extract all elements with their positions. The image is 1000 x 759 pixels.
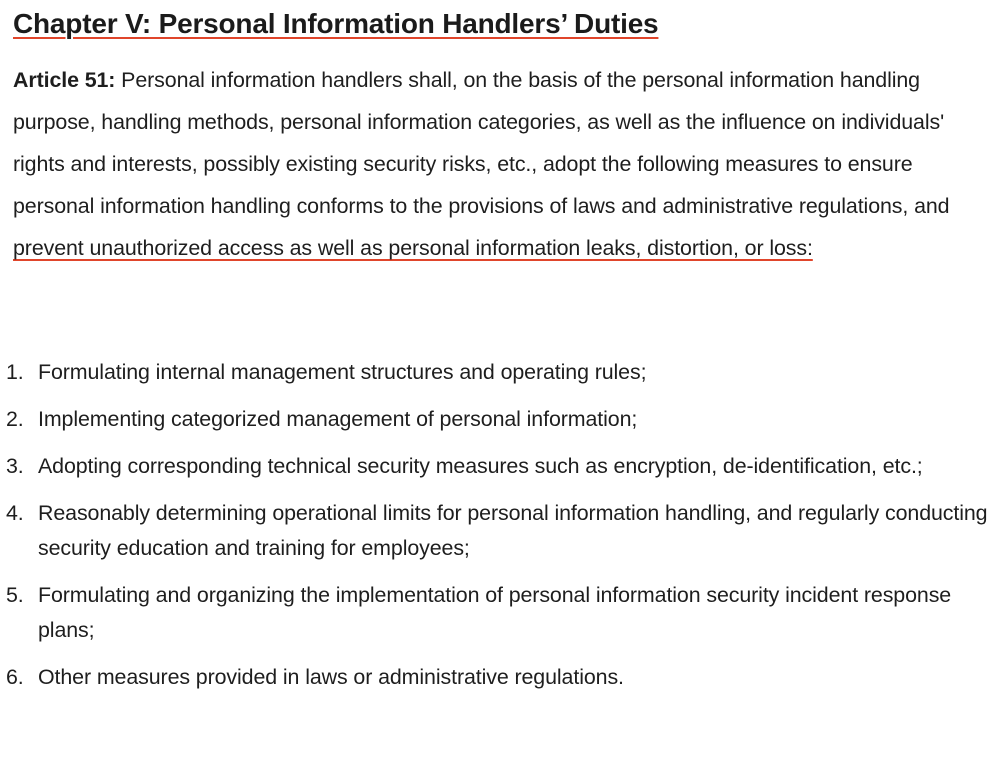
article-highlighted-text: prevent unauthorized access as well as personal information leaks, distortion, or loss:	[13, 236, 813, 260]
article-text: Personal information handlers shall, on the basis of the personal information handling purpose, handling methods, personal information categories, as well as the influence on individuals' rights and interests, possibly existing security risks, etc., adopt the following measures to ensure personal information handling conforms to the provisions of laws and administrative regulations, and	[13, 68, 950, 218]
list-item-number: 5.	[6, 583, 24, 607]
list-item-number: 6.	[6, 665, 24, 689]
measures-list	[0, 355, 995, 707]
list-item-text: Implementing categorized management of personal information;	[38, 407, 638, 431]
list-item-number: 2.	[6, 407, 24, 431]
list-item	[0, 449, 995, 484]
list-item	[0, 402, 995, 437]
list-item-number: 4.	[6, 501, 24, 525]
list-item-number: 1.	[6, 360, 24, 384]
list-item-text: Formulating internal management structures and operating rules;	[38, 360, 647, 384]
list-item-text: Adopting corresponding technical security measures such as encryption, de-identification, etc.;	[38, 454, 923, 478]
chapter-title: Chapter V: Personal Information Handlers’ Duties	[13, 8, 659, 39]
list-item-text: Reasonably determining operational limits for personal information handling, and regularly conducting security education and training for employees;	[38, 501, 988, 560]
list-item-text: Other measures provided in laws or administrative regulations.	[38, 665, 624, 689]
list-item-number: 3.	[6, 454, 24, 478]
list-item	[0, 578, 995, 648]
article-label: Article 51:	[13, 68, 116, 92]
list-item	[0, 355, 995, 390]
list-item-text: Formulating and organizing the implementation of personal information security incident response plans;	[38, 583, 952, 642]
list-item	[0, 496, 995, 566]
list-item	[0, 660, 995, 695]
article-paragraph	[13, 59, 988, 269]
